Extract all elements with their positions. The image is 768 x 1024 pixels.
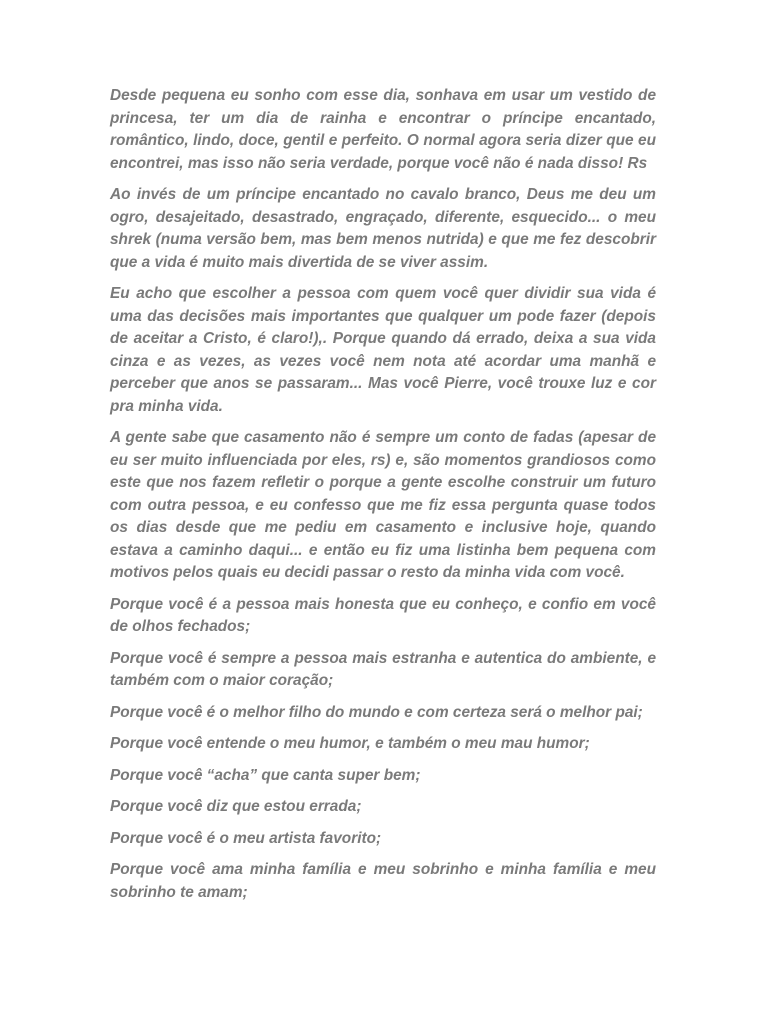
list-item-reason-1: Porque você é a pessoa mais honesta que eu conheço, e confio em você de olhos fechados;	[110, 595, 656, 635]
list-item-reason-3: Porque você é o melhor filho do mundo e com certeza será o melhor pai;	[110, 703, 643, 721]
paragraph-1: Desde pequena eu sonho com esse dia, sonhava em usar um vestido de princesa, ter um dia de rainha e encontrar o príncipe encantado, romântico, lindo, doce, gentil e perfeito. O normal agora seria dizer que eu encontrei, mas isso não seria verdade, porque você não é nada disso! Rs	[110, 87, 656, 172]
list-item-reason-6: Porque você diz que estou errada;	[110, 798, 362, 815]
paragraph-4: A gente sabe que casamento não é sempre um conto de fadas (apesar de eu ser muito influenciada por eles, rs) e, são momentos grandiosos como este que nos fazem refletir o porque a gente escolhe construir um futuro com outra pessoa, e eu confesso que me fiz essa pergunta quase todos os dias desde que me pediu em casamento e inclusive hoje, quando estava a caminho daqui... e então eu fiz uma listinha bem pequena com motivos pelos quais eu decidi passar o resto da minha vida com você.	[110, 429, 656, 581]
list-item-reason-8: Porque você ama minha família e meu sobrinho e minha família e meu sobrinho te amam;	[110, 861, 656, 901]
list-item-reason-7: Porque você é o meu artista favorito;	[110, 829, 382, 847]
paragraph-3: Eu acho que escolher a pessoa com quem você quer dividir sua vida é uma das decisões mais importantes que qualquer um pode fazer (depois de aceitar a Cristo, é claro!),. Porque quando dá errado, deixa a sua vida cinza e as vezes, as vezes você nem nota até acordar uma manhã e perceber que anos se passaram... Mas você Pierre, você trouxe luz e cor pra minha vida.	[110, 285, 656, 415]
list-item-reason-4: Porque você entende o meu humor, e também o meu mau humor;	[110, 735, 590, 752]
document-body	[110, 85, 656, 913]
list-item-reason-2: Porque você é sempre a pessoa mais estranha e autentica do ambiente, e também com o maior coração;	[110, 649, 656, 689]
list-item-reason-5: Porque você “acha” que canta super bem;	[110, 766, 421, 784]
paragraph-2: Ao invés de um príncipe encantado no cavalo branco, Deus me deu um ogro, desajeitado, desastrado, engraçado, diferente, esquecido... o meu shrek (numa versão bem, mas bem menos nutrida) e que me fez descobrir que a vida é muito mais divertida de se viver assim.	[110, 186, 656, 271]
